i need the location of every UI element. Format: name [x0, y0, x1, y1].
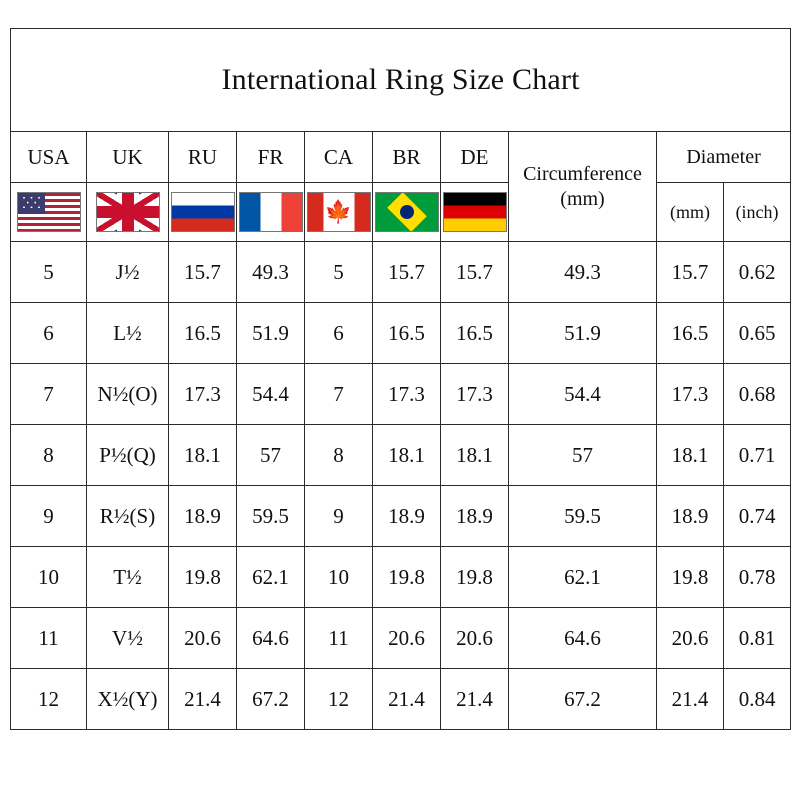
cell-uk: T½: [87, 547, 169, 608]
diameter-unit-inch: (inch): [724, 183, 791, 242]
cell-circumference-mm: 54.4: [509, 364, 657, 425]
column-header-ru: RU: [169, 132, 237, 183]
ring-size-chart: [10, 28, 790, 730]
cell-circumference-mm: 64.6: [509, 608, 657, 669]
column-header-de: DE: [441, 132, 509, 183]
cell-ru: 21.4: [169, 669, 237, 730]
flag-cell-de: [441, 183, 509, 242]
table-row: [11, 364, 791, 425]
cell-ca: 5: [305, 242, 373, 303]
cell-circumference-mm: 57: [509, 425, 657, 486]
column-header-diameter: Diameter: [657, 132, 791, 183]
cell-diameter-inch: 0.71: [724, 425, 791, 486]
cell-de: 17.3: [441, 364, 509, 425]
cell-fr: 62.1: [237, 547, 305, 608]
cell-br: 18.1: [373, 425, 441, 486]
cell-ca: 9: [305, 486, 373, 547]
cell-ru: 17.3: [169, 364, 237, 425]
cell-usa: 7: [11, 364, 87, 425]
cell-diameter-inch: 0.68: [724, 364, 791, 425]
cell-fr: 51.9: [237, 303, 305, 364]
column-header-fr: FR: [237, 132, 305, 183]
flag-cell-uk: [87, 183, 169, 242]
cell-uk: X½(Y): [87, 669, 169, 730]
cell-br: 15.7: [373, 242, 441, 303]
cell-circumference-mm: 49.3: [509, 242, 657, 303]
flag-russia-icon: [171, 192, 235, 232]
cell-diameter-mm: 18.1: [657, 425, 724, 486]
title-row: [11, 29, 791, 132]
cell-uk: L½: [87, 303, 169, 364]
cell-usa: 9: [11, 486, 87, 547]
cell-ru: 18.1: [169, 425, 237, 486]
flag-cell-ca: [305, 183, 373, 242]
table-row: [11, 608, 791, 669]
cell-uk: R½(S): [87, 486, 169, 547]
cell-br: 17.3: [373, 364, 441, 425]
cell-diameter-mm: 15.7: [657, 242, 724, 303]
cell-usa: 6: [11, 303, 87, 364]
cell-usa: 5: [11, 242, 87, 303]
cell-fr: 49.3: [237, 242, 305, 303]
cell-de: 16.5: [441, 303, 509, 364]
cell-usa: 11: [11, 608, 87, 669]
cell-uk: N½(O): [87, 364, 169, 425]
cell-de: 18.9: [441, 486, 509, 547]
cell-diameter-mm: 20.6: [657, 608, 724, 669]
cell-diameter-inch: 0.65: [724, 303, 791, 364]
cell-ca: 8: [305, 425, 373, 486]
header-flag-row: [11, 183, 791, 242]
cell-ca: 10: [305, 547, 373, 608]
table-row: [11, 669, 791, 730]
header-label-row: [11, 132, 791, 183]
flag-cell-br: [373, 183, 441, 242]
cell-fr: 67.2: [237, 669, 305, 730]
table-row: [11, 486, 791, 547]
cell-de: 20.6: [441, 608, 509, 669]
cell-circumference-mm: 51.9: [509, 303, 657, 364]
cell-ru: 16.5: [169, 303, 237, 364]
cell-diameter-inch: 0.74: [724, 486, 791, 547]
cell-diameter-inch: 0.84: [724, 669, 791, 730]
cell-diameter-inch: 0.62: [724, 242, 791, 303]
column-header-uk: UK: [87, 132, 169, 183]
circumference-line1: Circumference: [523, 162, 642, 185]
cell-uk: J½: [87, 242, 169, 303]
cell-ca: 7: [305, 364, 373, 425]
column-header-usa: USA: [11, 132, 87, 183]
cell-usa: 12: [11, 669, 87, 730]
cell-fr: 59.5: [237, 486, 305, 547]
diameter-unit-mm: (mm): [657, 183, 724, 242]
table-row: [11, 303, 791, 364]
cell-diameter-mm: 17.3: [657, 364, 724, 425]
table-row: [11, 547, 791, 608]
cell-br: 20.6: [373, 608, 441, 669]
column-header-br: BR: [373, 132, 441, 183]
column-header-circumference: [509, 132, 657, 242]
cell-diameter-mm: 18.9: [657, 486, 724, 547]
cell-fr: 57: [237, 425, 305, 486]
cell-ru: 19.8: [169, 547, 237, 608]
flag-france-icon: [239, 192, 303, 232]
cell-de: 15.7: [441, 242, 509, 303]
cell-de: 21.4: [441, 669, 509, 730]
cell-usa: 8: [11, 425, 87, 486]
cell-uk: V½: [87, 608, 169, 669]
cell-uk: P½(Q): [87, 425, 169, 486]
cell-diameter-mm: 16.5: [657, 303, 724, 364]
cell-de: 18.1: [441, 425, 509, 486]
column-header-ca: CA: [305, 132, 373, 183]
ring-size-table: [10, 28, 791, 730]
cell-br: 18.9: [373, 486, 441, 547]
flag-cell-usa: [11, 183, 87, 242]
circumference-line2: (mm): [560, 187, 605, 210]
cell-circumference-mm: 62.1: [509, 547, 657, 608]
cell-fr: 64.6: [237, 608, 305, 669]
page-title: International Ring Size Chart: [11, 29, 791, 132]
cell-ru: 15.7: [169, 242, 237, 303]
flag-cell-ru: [169, 183, 237, 242]
cell-ca: 6: [305, 303, 373, 364]
cell-de: 19.8: [441, 547, 509, 608]
flag-brazil-icon: [375, 192, 439, 232]
cell-ru: 20.6: [169, 608, 237, 669]
cell-br: 19.8: [373, 547, 441, 608]
table-row: [11, 425, 791, 486]
cell-br: 16.5: [373, 303, 441, 364]
cell-diameter-mm: 21.4: [657, 669, 724, 730]
cell-fr: 54.4: [237, 364, 305, 425]
flag-cell-fr: [237, 183, 305, 242]
cell-ca: 11: [305, 608, 373, 669]
flag-usa-icon: [17, 192, 81, 232]
table-row: [11, 242, 791, 303]
flag-germany-icon: [443, 192, 507, 232]
flag-uk-icon: [96, 192, 160, 232]
cell-usa: 10: [11, 547, 87, 608]
cell-diameter-inch: 0.81: [724, 608, 791, 669]
cell-ru: 18.9: [169, 486, 237, 547]
cell-circumference-mm: 67.2: [509, 669, 657, 730]
cell-circumference-mm: 59.5: [509, 486, 657, 547]
cell-diameter-mm: 19.8: [657, 547, 724, 608]
cell-ca: 12: [305, 669, 373, 730]
cell-diameter-inch: 0.78: [724, 547, 791, 608]
flag-canada-icon: 🍁: [307, 192, 371, 232]
cell-br: 21.4: [373, 669, 441, 730]
